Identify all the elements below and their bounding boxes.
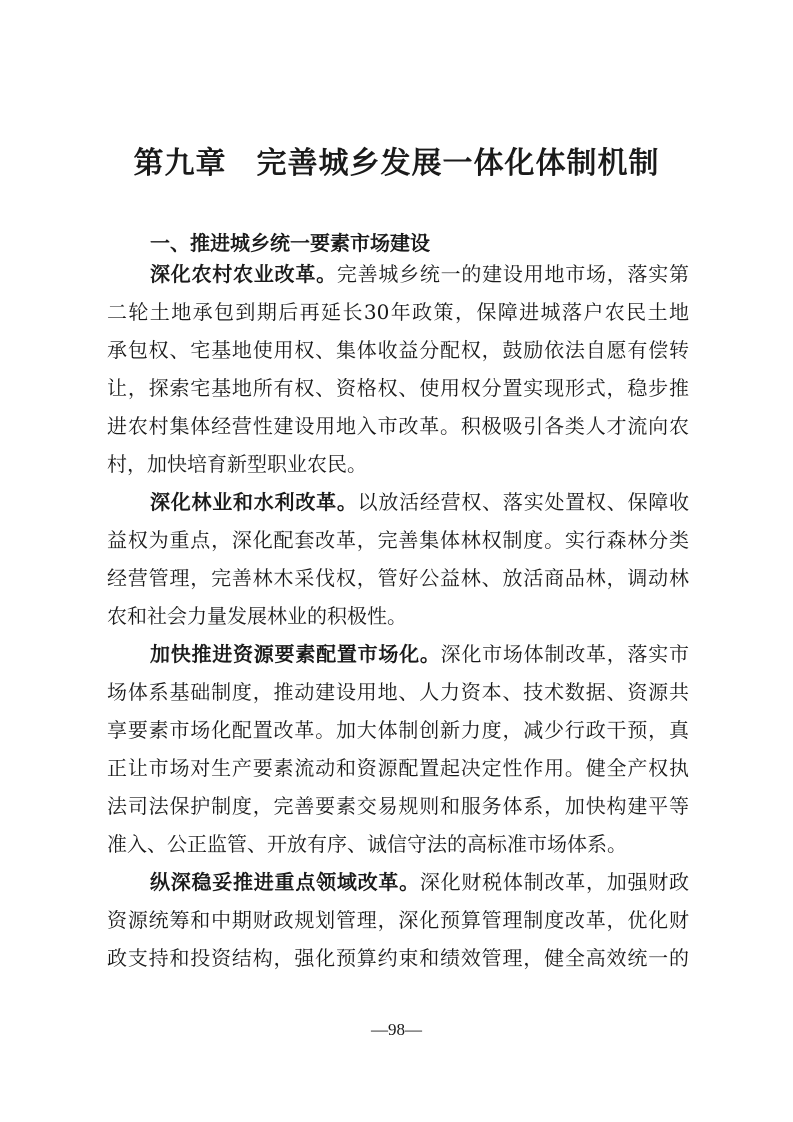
section-heading: 一、推进城乡统一要素市场建设	[150, 231, 430, 255]
text-line	[107, 255, 689, 293]
text-line	[107, 559, 689, 597]
text-line	[107, 407, 689, 445]
text-line	[107, 711, 689, 749]
chapter-title	[0, 138, 793, 182]
chapter-number: 第九章	[133, 146, 227, 181]
chapter-name: 完善城乡发展一体化体制机制	[256, 146, 660, 181]
text-line	[107, 825, 689, 863]
paragraph-lead: 纵深稳妥推进重点领域改革。	[150, 870, 420, 894]
text-line	[107, 787, 689, 825]
paragraph-lead: 加快推进资源要素配置市场化。	[150, 642, 441, 666]
line-text: 二轮土地承包到期后再延长30年政策，保障进城落户农民土地	[107, 300, 689, 324]
paragraph	[107, 635, 689, 863]
text-line	[107, 445, 689, 483]
body-text	[107, 255, 689, 977]
text-line	[107, 635, 689, 673]
text-line	[107, 749, 689, 787]
line-text: 进农村集体经营性建设用地入市改革。积极吸引各类人才流向农	[107, 414, 689, 438]
text-line	[107, 863, 689, 901]
text-line	[107, 673, 689, 711]
line-text: 资源统筹和中期财政规划管理，深化预算管理制度改革，优化财	[107, 908, 689, 932]
text-line	[107, 939, 689, 977]
line-text: 承包权、宅基地使用权、集体收益分配权，鼓励依法自愿有偿转	[107, 338, 689, 362]
line-text: 益权为重点，深化配套改革，完善集体林权制度。实行森林分类	[107, 528, 689, 552]
line-text: 深化市场体制改革，落实市	[440, 642, 690, 666]
line-text: 以放活经营权、落实处置权、保障收	[357, 490, 690, 514]
text-line	[107, 293, 689, 331]
page-number: —98—	[371, 1020, 422, 1039]
text-line	[107, 369, 689, 407]
paragraph-lead: 深化农村农业改革。	[150, 262, 337, 286]
paragraph	[107, 255, 689, 483]
line-text: 村，加快培育新型职业农民。	[107, 452, 367, 476]
line-text: 经营管理，完善林木采伐权，管好公益林、放活商品林，调动林	[107, 566, 689, 590]
line-text: 深化财税体制改革，加强财政	[419, 870, 690, 894]
text-line	[107, 901, 689, 939]
paragraph-lead: 深化林业和水利改革。	[150, 490, 358, 514]
line-text: 政支持和投资结构，强化预算约束和绩效管理，健全高效统一的	[107, 946, 689, 970]
line-text: 场体系基础制度，推动建设用地、人力资本、技术数据、资源共	[107, 680, 689, 704]
line-text: 农和社会力量发展林业的积极性。	[107, 604, 407, 628]
line-text: 完善城乡统一的建设用地市场，落实第	[336, 262, 690, 286]
text-line	[107, 521, 689, 559]
line-text: 法司法保护制度，完善要素交易规则和服务体系，加快构建平等	[107, 794, 689, 818]
text-line	[107, 483, 689, 521]
text-line	[107, 331, 689, 369]
line-text: 享要素市场化配置改革。加大体制创新力度，减少行政干预，真	[107, 718, 689, 742]
text-line	[107, 597, 689, 635]
paragraph	[107, 863, 689, 977]
line-text: 准入、公正监管、开放有序、诚信守法的高标准市场体系。	[107, 832, 627, 856]
paragraph	[107, 483, 689, 635]
line-text: 正让市场对生产要素流动和资源配置起决定性作用。健全产权执	[107, 756, 689, 780]
line-text: 让，探索宅基地所有权、资格权、使用权分置实现形式，稳步推	[107, 376, 689, 400]
